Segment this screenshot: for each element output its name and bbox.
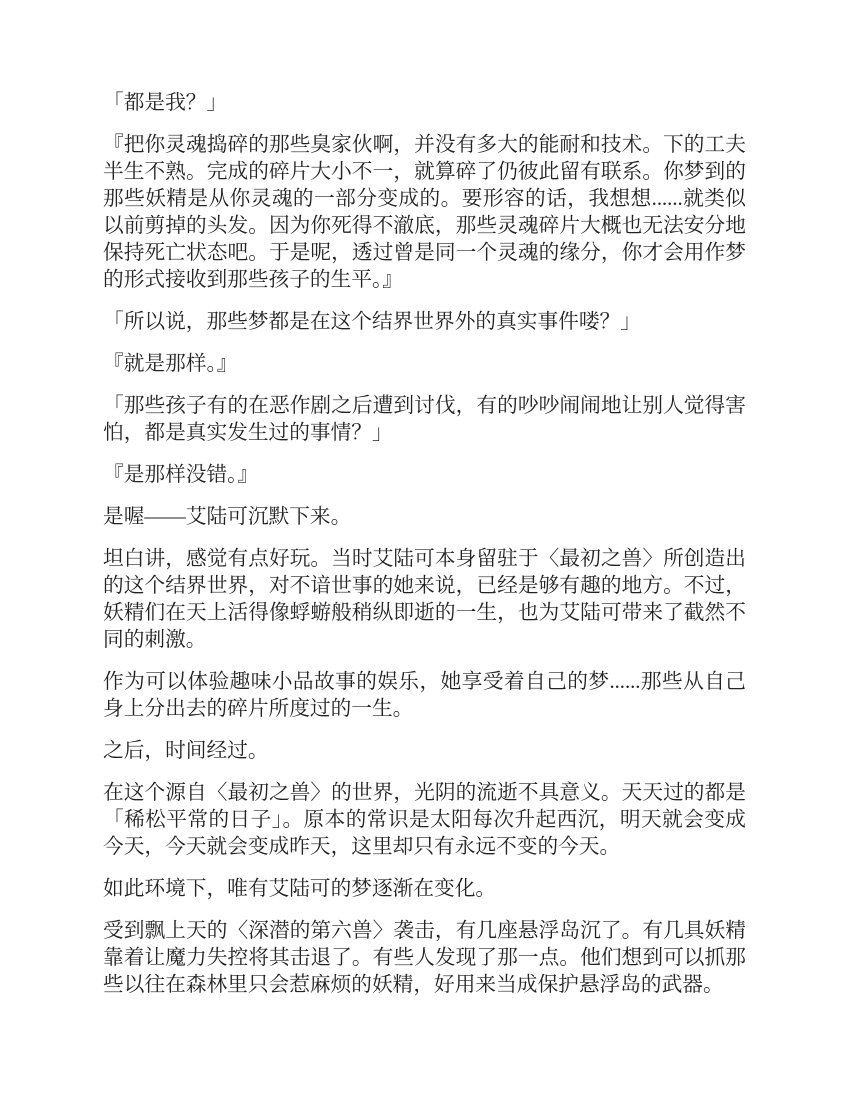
paragraph-5: 「那些孩子有的在恶作剧之后遭到讨伐，有的吵吵闹闹地让别人觉得害怕，都是真实发生过的事情？」 [103, 395, 746, 444]
paragraph-4: 『就是那样。』 [103, 353, 238, 375]
paragraph-11: 在这个源自〈最初之兽〉的世界，光阴的流逝不具意义。天天过的都是「稀松平常的日子」。原本的常识是太阳每次升起西沉，明天就会变成今天，今天就会变成昨天，这里却只有永远不变的今天。 [103, 782, 746, 858]
paragraph-9: 作为可以体验趣味小品故事的娱乐，她享受着自己的梦......那些从自己身上分出去的碎片所度过的一生。 [103, 671, 746, 720]
paragraph-7: 是喔——艾陆可沉默下来。 [103, 506, 352, 528]
paragraph-6: 『是那样没错。』 [103, 464, 259, 486]
paragraph-1: 「都是我？」 [103, 92, 228, 114]
paragraph-12: 如此环境下，唯有艾陆可的梦逐渐在变化。 [103, 878, 497, 900]
paragraph-3: 「所以说，那些梦都是在这个结界世界外的真实事件喽？」 [103, 311, 641, 333]
text-column [103, 90, 746, 999]
paragraph-8: 坦白讲，感觉有点好玩。当时艾陆可本身留驻于〈最初之兽〉所创造出的这个结界世界，对不谙世事的她来说，已经是够有趣的地方。不过，妖精们在天上活得像蜉蝣般稍纵即逝的一生，也为艾陆可带来了截然不同的刺激。 [103, 548, 746, 651]
paragraph-2: 『把你灵魂捣碎的那些臭家伙啊，并没有多大的能耐和技术。下的工夫半生不熟。完成的碎片大小不一，就算碎了仍彼此留有联系。你梦到的那些妖精是从你灵魂的一部分变成的。要形容的话，我想想......就类似以前剪掉的头发。因为你死得不澈底，那些灵魂碎片大概也无法安分地保持死亡状态吧。于是呢，透过曾是同一个灵魂的缘分，你才会用作梦的形式接收到那些孩子的生平。』 [103, 134, 746, 291]
paragraph-13: 受到飘上天的〈深潜的第六兽〉袭击，有几座悬浮岛沉了。有几具妖精靠着让魔力失控将其击退了。有些人发现了那一点。他们想到可以抓那些以往在森林里只会惹麻烦的妖精，好用来当成保护悬浮岛的武器。 [103, 920, 746, 996]
paragraph-10: 之后，时间经过。 [103, 740, 269, 762]
